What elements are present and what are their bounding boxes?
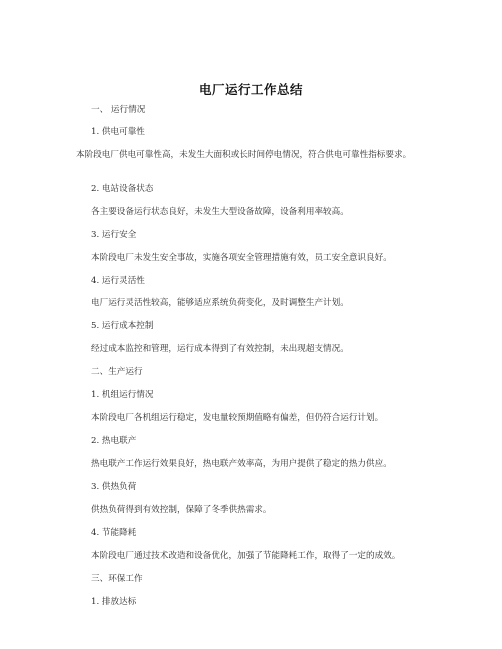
paragraph: 本阶段电厂通过技术改造和设备优化，加强了节能降耗工作，取得了一定的成效。	[91, 551, 401, 561]
item-heading: 1. 排放达标	[91, 597, 137, 607]
section-heading-production: 二、生产运行	[91, 367, 143, 377]
item-heading: 5. 运行成本控制	[91, 321, 154, 331]
item-heading: 3. 供热负荷	[91, 482, 137, 492]
section-heading-operation: 一、 运行情况	[91, 105, 146, 115]
paragraph: 各主要设备运行状态良好，未发生大型设备故障，设备利用率较高。	[91, 207, 349, 217]
item-heading: 2. 电站设备状态	[91, 184, 154, 194]
paragraph: 经过成本监控和管理，运行成本得到了有效控制，未出现超支情况。	[91, 344, 349, 354]
document-title: 电厂运行工作总结	[198, 82, 303, 97]
item-heading: 1. 机组运行情况	[91, 390, 154, 400]
item-heading: 2. 热电联产	[91, 436, 137, 446]
paragraph: 热电联产工作运行效果良好，热电联产效率高，为用户提供了稳定的热力供应。	[91, 459, 392, 469]
paragraph: 本阶段电厂供电可靠性高，未发生大面积或长时间停电情况，符合供电可靠性指标要求。	[76, 150, 412, 160]
paragraph: 本阶段电厂各机组运行稳定，发电量较预期值略有偏差，但仍符合运行计划。	[91, 413, 384, 423]
paragraph: 供热负荷得到有效控制，保障了冬季供热需求。	[91, 505, 272, 515]
section-heading-environmental: 三、环保工作	[91, 574, 143, 584]
item-heading: 4. 运行灵活性	[91, 276, 145, 286]
item-heading: 1. 供电可靠性	[91, 127, 145, 137]
paragraph: 电厂运行灵活性较高，能够适应系统负荷变化，及时调整生产计划。	[91, 298, 349, 308]
paragraph: 本阶段电厂未发生安全事故，实施各项安全管理措施有效，员工安全意识良好。	[91, 253, 392, 263]
item-heading: 4. 节能降耗	[91, 528, 137, 538]
item-heading: 3. 运行安全	[91, 230, 137, 240]
